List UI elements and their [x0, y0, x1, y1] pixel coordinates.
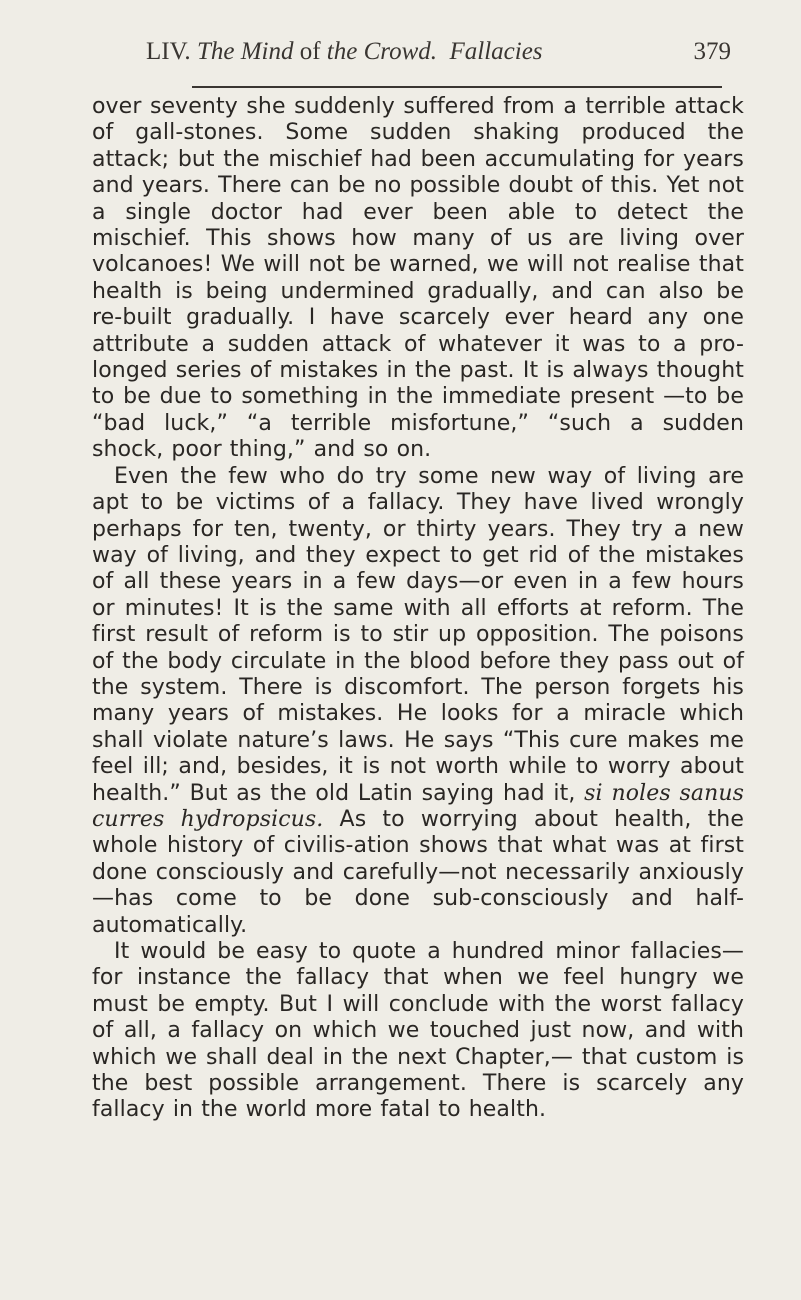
title-of: of [299, 38, 321, 65]
chapter-number: LIV. [146, 38, 191, 65]
title-part-3: Fallacies [449, 38, 543, 65]
page-number: 379 [693, 38, 731, 65]
paragraph-1 [92, 94, 744, 464]
paragraph-2-text: Even the few who do try some new way of living are apt to be victims of a fallacy. They have lived wrongly perhaps for ten, twenty, or thirty years. They try a new way of living, and they expect to get rid of the mistakes of all these years in a few days—or even in a few hours or minutes! It is the same with all efforts at reform. The first result of reform is to stir up opposition. The poisons of the body circulate in the blood before they pass out of the system. There is discomfort. The person forgets his many years of mistakes. He looks for a miracle which shall violate nature’s laws. He says “This cure makes me feel ill; and, besides, it is not worth while to worry about health.” But as the old Latin saying had it, [92, 463, 744, 806]
paragraph-1-text: over seventy she suddenly suffered from a terrible attack of gall-stones. Some sudden shaking produced the attack; but the mischief had been accumulating for years and years. There can be no possible doubt of this. Yet not a single doctor had ever been able to detect the mischief. This shows how many of us are living over volcanoes! We will not be warned, we will not realise that health is being undermined gradually, and can also be re-built gradually. I have scarcely ever heard any one attribute a sudden attack of whatever it was to a pro-longed series of mistakes in the past. It is always thought to be due to something in the immediate present —to be “bad luck,” “a terrible misfortune,” “such a sudden shock, poor thing,” and so on. [92, 94, 744, 463]
title-part-1: The Mind [196, 38, 294, 65]
paragraph-2 [92, 464, 744, 939]
paragraph-3 [92, 939, 744, 1124]
header-rule [192, 86, 722, 88]
running-header [146, 36, 731, 68]
title-part-2: the Crowd. [326, 38, 437, 65]
latin-quote: si noles sanus curres hydropsicus. [92, 780, 744, 832]
paragraph-3-text: It would be easy to quote a hundred minor fallacies— for instance the fallacy that when we feel hungry we must be empty. But I will conclude with the worst fallacy of all, a fallacy on which we touched just now, and with which we shall deal in the next Chapter,— that custom is the best possible arrangement. There is scarcely any fallacy in the world more fatal to health. [92, 939, 744, 1123]
paragraph-2-text-end: As to worrying about health, the whole history of civilis-ation shows that what was at first done consciously and carefully—not necessarily anxiously—has come to be done sub-consciously and half-automatically. [92, 806, 744, 938]
body-text [92, 94, 744, 1124]
running-title [146, 36, 543, 68]
